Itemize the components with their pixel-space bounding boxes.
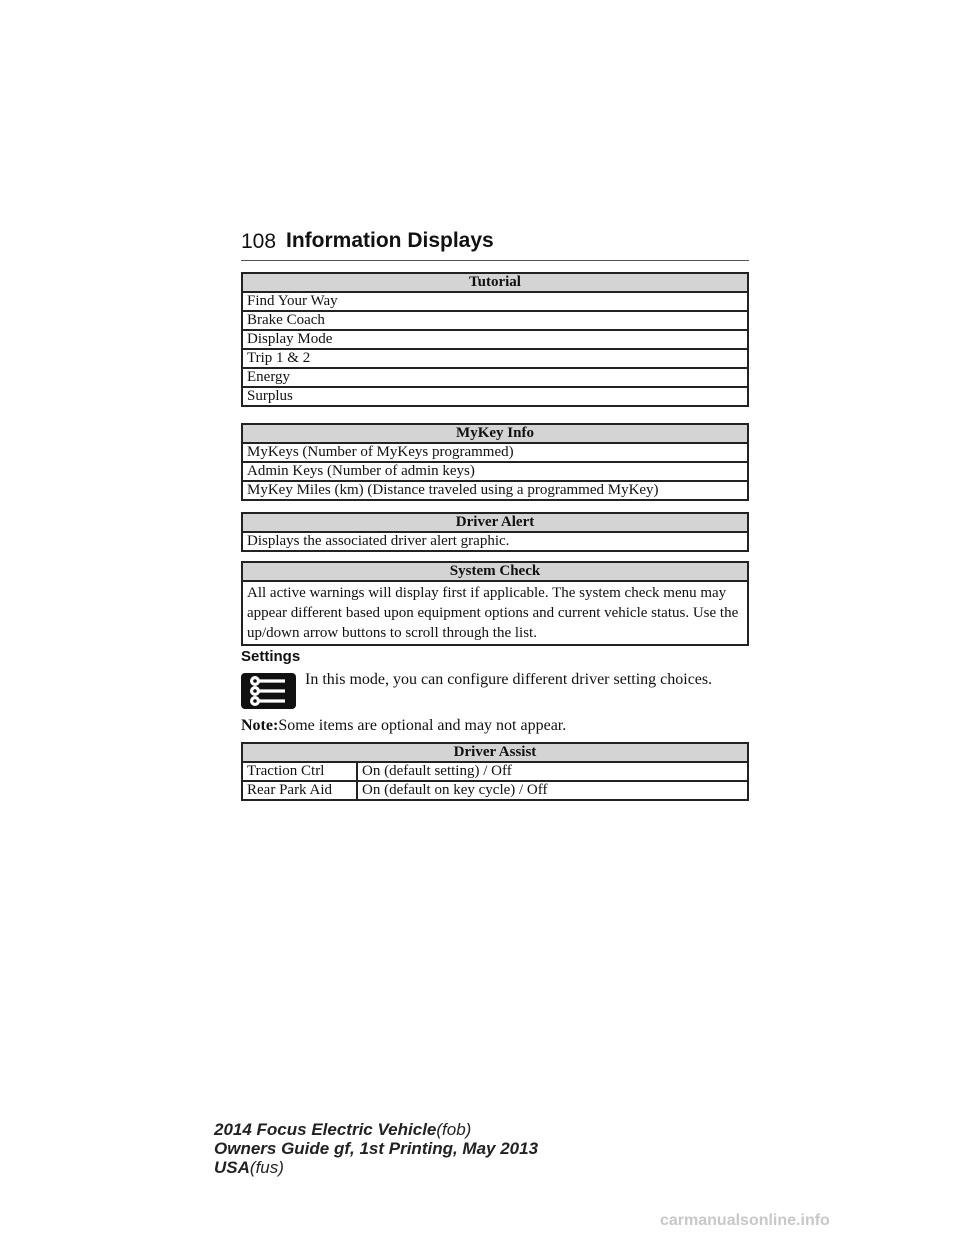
mykey-info-table: [241, 423, 749, 501]
footer-market: USA: [214, 1158, 250, 1177]
note: [241, 717, 566, 735]
settings-description: In this mode, you can configure different driver setting choices.: [305, 671, 713, 688]
footer-vehicle: 2014 Focus Electric Vehicle: [214, 1120, 437, 1139]
table-row: Brake Coach: [242, 311, 748, 330]
table-heading: MyKey Info: [242, 424, 748, 443]
footer-guide: Owners Guide gf, 1st Printing, May 2013: [214, 1139, 539, 1158]
table-row: Surplus: [242, 387, 748, 406]
setting-name: Traction Ctrl: [242, 762, 357, 781]
driver-alert-table: [241, 512, 749, 552]
setting-value: On (default setting) / Off: [357, 762, 748, 781]
watermark: carmanualsonline.info: [660, 1212, 830, 1229]
table-row: Trip 1 & 2: [242, 349, 748, 368]
settings-sliders-icon: [241, 673, 296, 709]
footer-market-code: (fus): [249, 1158, 284, 1177]
table-heading: Driver Assist: [242, 743, 748, 762]
footer-vehicle-code: (fob): [436, 1120, 472, 1139]
table-row: All active warnings will display first if applicable. The system check menu may appear different based upon equipment options and current vehicle status. Use the up/down arrow buttons to scroll through the list.: [242, 581, 748, 645]
note-text: Some items are optional and may not appear.: [278, 717, 567, 734]
table-row: Displays the associated driver alert graphic.: [242, 532, 748, 551]
table-heading: System Check: [242, 562, 748, 581]
settings-heading: Settings: [241, 648, 301, 665]
setting-value: On (default on key cycle) / Off: [357, 781, 748, 800]
table-row: Energy: [242, 368, 748, 387]
page-header: [241, 230, 749, 261]
table-row: Find Your Way: [242, 292, 748, 311]
page-title: Information Displays: [286, 229, 494, 252]
footer: [214, 1120, 538, 1177]
table-row: [242, 762, 748, 781]
table-row: MyKey Miles (km) (Distance traveled using a programmed MyKey): [242, 481, 748, 500]
table-row: MyKeys (Number of MyKeys programmed): [242, 443, 748, 462]
system-check-table: [241, 561, 749, 646]
table-heading: Driver Alert: [242, 513, 748, 532]
tutorial-table: [241, 272, 749, 407]
table-row: Display Mode: [242, 330, 748, 349]
note-label: Note:: [241, 717, 279, 734]
setting-name: Rear Park Aid: [242, 781, 357, 800]
table-row: Admin Keys (Number of admin keys): [242, 462, 748, 481]
table-heading: Tutorial: [242, 273, 748, 292]
page-number: 108: [241, 230, 277, 253]
driver-assist-table: [241, 742, 749, 801]
table-row: [242, 781, 748, 800]
